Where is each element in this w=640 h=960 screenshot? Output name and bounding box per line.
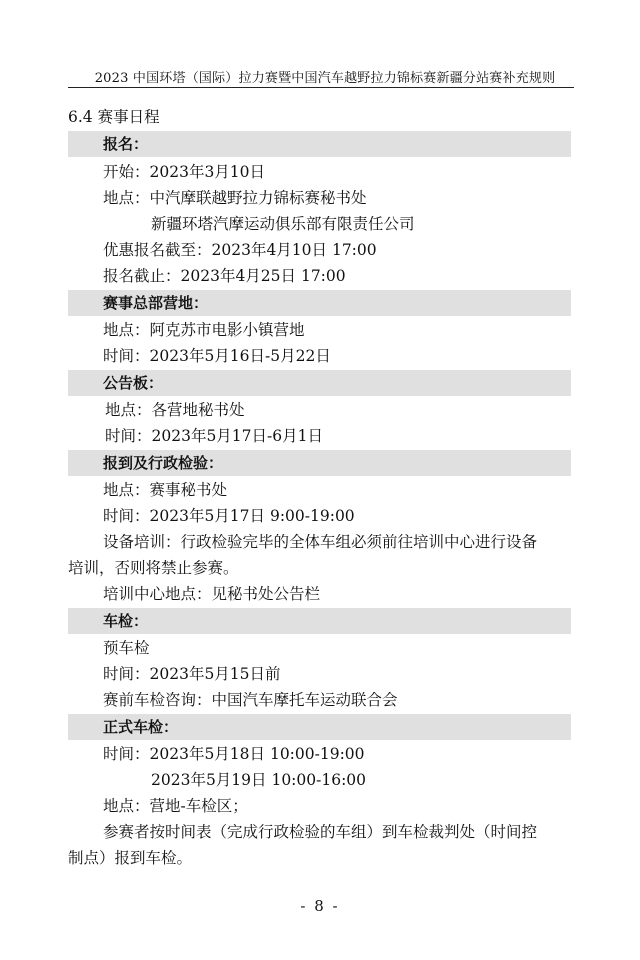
- page-header: 2023 中国环塔（国际）拉力赛暨中国汽车越野拉力锦标赛新疆分站赛补充规则: [94, 71, 556, 86]
- official-time2: 2023年5月19日 10:00-16:00: [151, 771, 367, 789]
- heading-band-checkin: [68, 450, 571, 476]
- precheck-time: 时间：2023年5月15日前: [103, 665, 281, 683]
- training-place: 培训中心地点：见秘书处公告栏: [103, 585, 321, 603]
- registration-deadline: 报名截止：2023年4月25日 17:00: [103, 267, 346, 285]
- heading-band-board: [68, 370, 571, 396]
- heading-band-precheck: [68, 608, 571, 634]
- heading-precheck: 车检：: [103, 612, 149, 630]
- heading-band-hq: [68, 290, 571, 316]
- official-place: 地点：营地-车检区；: [103, 797, 248, 815]
- precheck-consult: 赛前车检咨询：中国汽车摩托车运动联合会: [103, 691, 398, 709]
- hq-place: 地点：阿克苏市电影小镇营地: [103, 321, 305, 339]
- hq-time: 时间：2023年5月16日-5月22日: [103, 347, 331, 365]
- training-text-a: 设备培训：行政检验完毕的全体车组必须前往培训中心进行设备: [103, 533, 538, 551]
- official-time1: 时间：2023年5月18日 10:00-19:00: [103, 745, 365, 763]
- board-place: 地点：各营地秘书处: [105, 401, 245, 419]
- heading-hq: 赛事总部营地：: [103, 294, 209, 312]
- heading-band-registration: [68, 131, 571, 157]
- checkin-time: 时间：2023年5月17日 9:00-19:00: [103, 507, 355, 525]
- training-text-b: 培训，否则将禁止参赛。: [68, 559, 239, 577]
- section-title: 6.4 赛事日程: [68, 108, 160, 126]
- heading-official: 正式车检：: [103, 718, 179, 736]
- header-rule: [68, 87, 574, 88]
- registration-place: 地点：中汽摩联越野拉力锦标赛秘书处: [103, 189, 367, 207]
- heading-band-official: [68, 714, 571, 740]
- heading-board: 公告板：: [103, 374, 164, 392]
- registration-place2: 新疆环塔汽摩运动俱乐部有限责任公司: [151, 215, 415, 233]
- board-time: 时间：2023年5月17日-6月1日: [105, 427, 323, 445]
- official-note-a: 参赛者按时间表（完成行政检验的车组）到车检裁判处（时间控: [103, 823, 538, 841]
- official-note-b: 制点）报到车检。: [68, 849, 193, 867]
- heading-registration: 报名：: [103, 135, 149, 153]
- heading-checkin: 报到及行政检验：: [103, 454, 224, 472]
- precheck-title: 预车检: [103, 639, 150, 657]
- checkin-place: 地点：赛事秘书处: [103, 481, 228, 499]
- registration-early: 优惠报名截至：2023年4月10日 17:00: [103, 241, 377, 259]
- registration-start: 开始：2023年3月10日: [103, 163, 266, 181]
- page-number: - 8 -: [300, 897, 340, 915]
